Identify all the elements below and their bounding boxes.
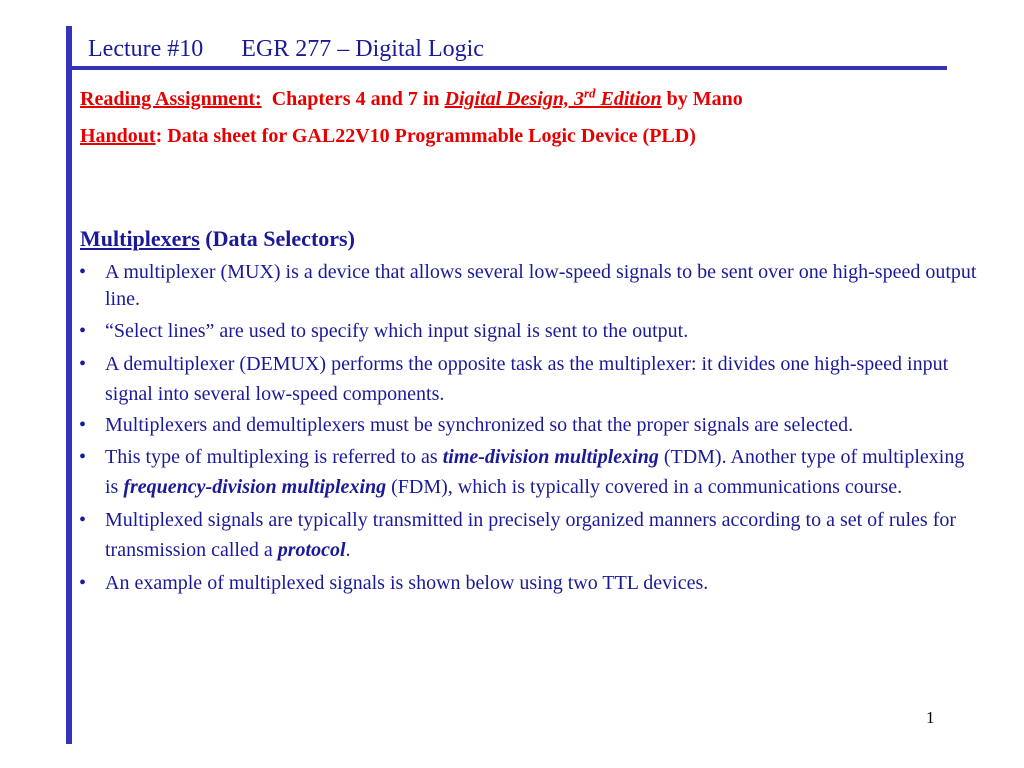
handout-label: Handout [80, 125, 156, 147]
section-title: Multiplexers [80, 226, 200, 251]
bullet-text: A demultiplexer (DEMUX) performs the opposite task as the multiplexer: it divides one high-speed input signal into several low-speed components. [105, 353, 949, 405]
term-protocol: protocol [277, 539, 346, 561]
book-title: Digital Design, 3rd Edition [444, 85, 662, 110]
book-author: by Mano [666, 88, 743, 110]
bullet-item [77, 442, 982, 502]
section-heading [80, 225, 355, 253]
bullet-marker: • [79, 572, 87, 594]
header-rule [66, 66, 947, 70]
reading-text: Chapters 4 and 7 in [271, 88, 440, 110]
handout-line [80, 123, 696, 149]
bullet-item [77, 568, 982, 598]
bullet-text: Multiplexers and demultiplexers must be synchronized so that the proper signals are selected. [105, 414, 854, 436]
bullet-marker: • [79, 509, 87, 531]
bullet-item [77, 412, 982, 439]
handout-text: : Data sheet for GAL22V10 Programmable Logic Device (PLD) [155, 125, 696, 147]
page-number: 1 [926, 708, 935, 727]
bullet-marker: • [79, 353, 87, 375]
bullet-item [77, 259, 982, 313]
bullet-marker: • [79, 320, 87, 342]
reading-assignment [80, 86, 743, 112]
lecture-number: Lecture #10 [88, 36, 204, 62]
slide-header [88, 34, 484, 64]
term-fdm: frequency-division multiplexing [123, 476, 387, 498]
bullet-text: This type of multiplexing is referred to as time-division multiplexing (TDM). Another type of multiplexing is frequency-division multiplexing (FDM), which is typically covered in a communications course. [105, 446, 965, 498]
bullet-item [77, 349, 982, 409]
course-title: EGR 277 – Digital Logic [241, 36, 484, 62]
bullet-item [77, 505, 982, 565]
bullet-text: An example of multiplexed signals is shown below using two TTL devices. [105, 572, 709, 594]
section-subtitle: (Data Selectors) [205, 226, 355, 251]
bullet-marker: • [79, 261, 87, 283]
bullet-marker: • [79, 446, 87, 468]
bullet-marker: • [79, 414, 87, 436]
reading-label: Reading Assignment: [80, 88, 262, 110]
left-border-bar [66, 26, 72, 744]
term-tdm: time-division multiplexing [442, 446, 659, 468]
bullet-text: “Select lines” are used to specify which input signal is sent to the output. [105, 320, 689, 342]
bullet-item [77, 316, 982, 346]
bullet-text: A multiplexer (MUX) is a device that allows several low-speed signals to be sent over one high-speed output line. [105, 261, 977, 310]
bullet-list [77, 259, 982, 598]
bullet-text: Multiplexed signals are typically transmitted in precisely organized manners according to a set of rules for transmission called a protocol. [105, 509, 957, 561]
